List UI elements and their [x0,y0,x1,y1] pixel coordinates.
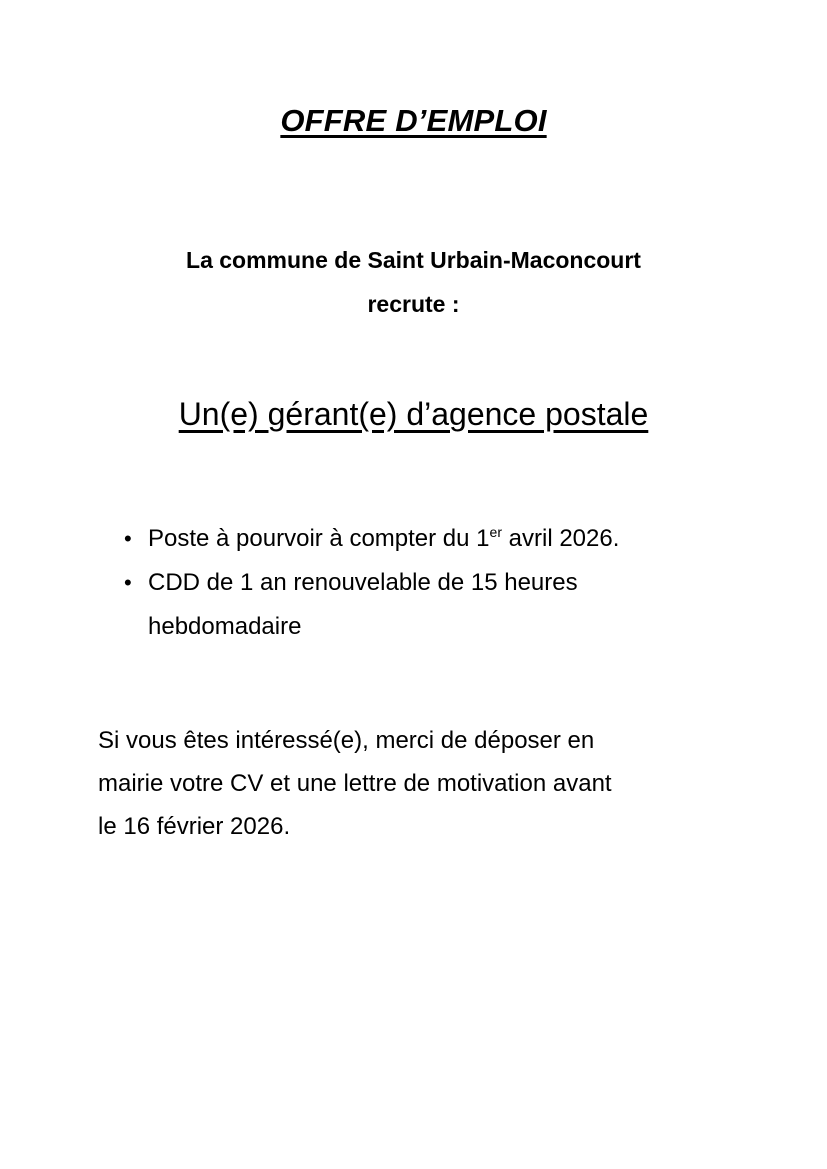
instructions-line2: mairie votre CV et une lettre de motivation avant [98,770,612,797]
bullet-icon: • [124,570,132,595]
job-details-list [122,517,762,649]
commune-line: La commune de Saint Urbain-Maconcourt [186,247,641,273]
list-item [122,517,762,561]
ordinal-superscript: er [489,524,502,540]
recrute-line: recrute : [367,291,460,317]
instructions-line1: Si vous êtes intéressé(e), merci de déposer en [98,727,595,754]
contract-text-line1: CDD de 1 an renouvelable de 15 heures [148,569,578,596]
commune-announcement [0,238,827,326]
instructions-line3: le 16 février 2026. [98,813,291,840]
application-instructions [98,719,738,848]
list-item [122,561,762,649]
page-title: OFFRE D’EMPLOI [280,103,547,138]
position-title: Un(e) gérant(e) d’agence postale [178,396,649,432]
start-date-text: Poste à pourvoir à compter du 1 [148,525,490,552]
bullet-icon: • [124,526,132,551]
start-date-text-end: avril 2026. [501,525,620,552]
contract-text-line2: hebdomadaire [148,613,302,640]
